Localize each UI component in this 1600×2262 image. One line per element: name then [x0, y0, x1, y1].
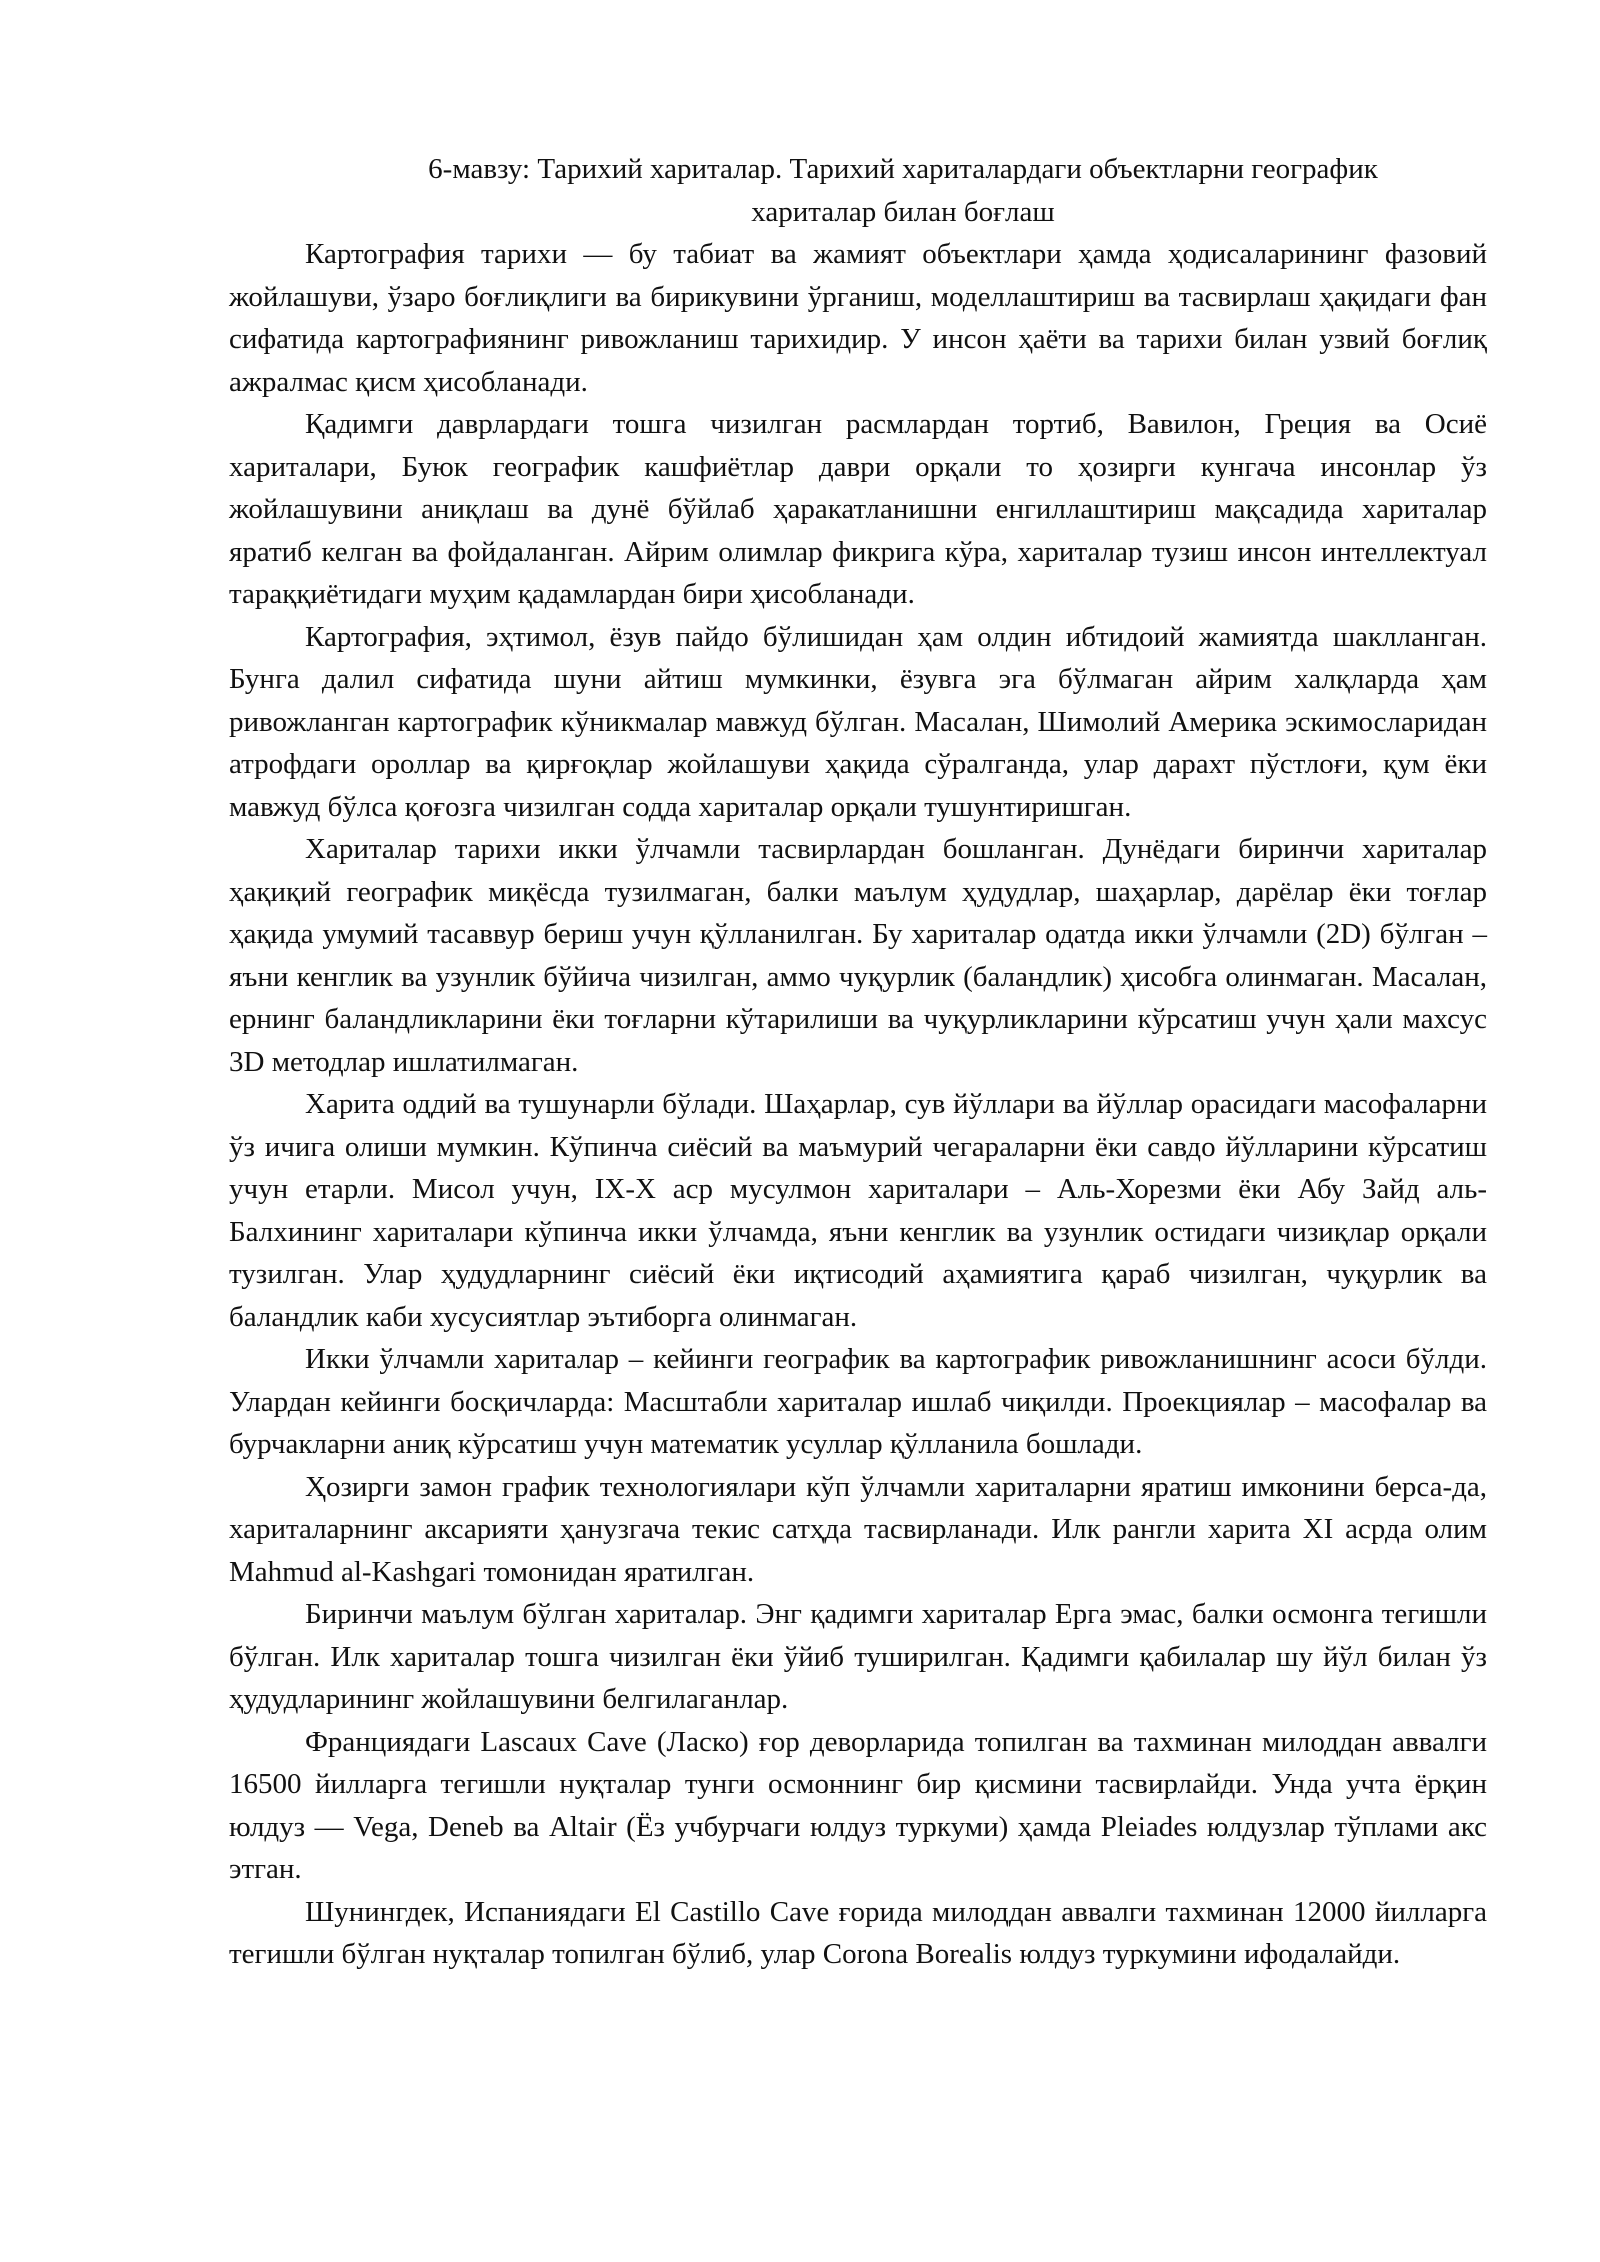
- paragraph-3: Картография, эҳтимол, ёзув пайдо бўлишидан ҳам олдин ибтидоий жамиятда шаклланган. Бунга далил сифатида шуни айтиш мумкинки, ёзувга эга бўлмаган айрим халқларда ҳам ривожланган картографик кўникмалар мавжуд бўлган. Масалан, Шимолий Америка эскимосларидан атрофдаги ороллар ва қирғоқлар жойлашуви ҳақида сўралганда, улар дарахт пўстлоғи, қум ёки мавжуд бўлса қоғозга чизилган содда хариталар орқали тушунтиришган.: [229, 620, 1487, 823]
- paragraph-6: Икки ўлчамли хариталар – кейинги географик ва картографик ривожланишнинг асоси бўлди. Улардан кейинги босқичларда: Масштабли хариталар ишлаб чиқилди. Проекциялар – масофалар ва бурчакларни аниқ кўрсатиш учун математик усуллар қўлланила бошлади.: [229, 1343, 1487, 1460]
- paragraph-8: Биринчи маълум бўлган хариталар. Энг қадимги хариталар Ерга эмас, балки осмонга тегишли бўлган. Илк хариталар тошга чизилган ёки ўйиб туширилган. Қадимги қабилалар шу йўл билан ўз ҳудудларининг жойлашувини белгилаганлар.: [229, 1598, 1487, 1715]
- paragraph-7: Ҳозирги замон график технологиялари кўп ўлчамли хариталарни яратиш имконини берса-да, хариталарнинг аксарияти ҳанузгача текис сатҳда тасвирланади. Илк рангли харита XI асрда олим Mahmud al-Kashgari томонидан яратилган.: [229, 1470, 1487, 1588]
- paragraph-4: Хариталар тарихи икки ўлчамли тасвирлардан бошланган. Дунёдаги биринчи хариталар ҳақиқий географик миқёсда тузилмаган, балки маълум ҳудудлар, шаҳарлар, дарёлар ёки тоғлар ҳақида умумий тасаввур бериш учун қўлланилган. Бу хариталар одатда икки ўлчамли (2D) бўлган – яъни кенглик ва узунлик бўйича чизилган, аммо чуқурлик (баландлик) ҳисобга олинмаган. Масалан, ернинг баландликларини ёки тоғларни кўтарилиши ва чуқурликларини кўрсатиш учун ҳали махсус 3D методлар ишлатилмаган.: [229, 833, 1487, 1078]
- title-line-2: хариталар билан боғлаш: [751, 195, 1055, 228]
- paragraph-5: Харита оддий ва тушунарли бўлади. Шаҳарлар, сув йўллари ва йўллар орасидаги масофаларни ўз ичига олиши мумкин. Кўпинча сиёсий ва маъмурий чегараларни ёки савдо йўлларини кўрсатиш учун етарли. Мисол учун, IX-X аср мусулмон хариталари – Аль-Хорезми ёки Абу Зайд аль-Балхининг хариталари кўпинча икки ўлчамда, яъни кенглик ва узунлик остидаги чизиқлар орқали тузилган. Улар ҳудудларнинг сиёсий ёки иқтисодий аҳамиятига қараб чизилган, чуқурлик ва баландлик каби хусусиятлар эътиборга олинмаган.: [229, 1088, 1487, 1333]
- document-title: [229, 148, 1487, 233]
- document-page: [229, 148, 1487, 1976]
- paragraph-9: Франциядаги Lascaux Cave (Ласко) ғор деворларида топилган ва тахминан милоддан аввалги 16500 йилларга тегишли нуқталар тунги осмоннинг бир қисмини тасвирлайди. Унда учта ёрқин юлдуз — Vega, Deneb ва Altair (Ёз учбурчаги юлдуз туркуми) ҳамда Pleiades юлдузлар тўплами акс этган.: [229, 1725, 1487, 1885]
- title-line-1: 6-мавзу: Тарихий хариталар. Тарихий хариталардаги объектларни географик: [428, 153, 1378, 185]
- paragraph-2: Қадимги даврлардаги тошга чизилган расмлардан тортиб, Вавилон, Греция ва Осиё хариталари, Буюк географик кашфиётлар даври орқали то ҳозирги кунгача инсонлар ўз жойлашувини аниқлаш ва дунё бўйлаб ҳаракатланишни енгиллаштириш мақсадида хариталар яратиб келган ва фойдаланган. Айрим олимлар фикрига кўра, хариталар тузиш инсон интеллектуал тараққиётидаги муҳим қадамлардан бири ҳисобланади.: [229, 408, 1487, 610]
- paragraph-1: Картография тарихи — бу табиат ва жамият объектлари ҳамда ҳодисаларининг фазовий жойлашуви, ўзаро боғлиқлиги ва бирикувини ўрганиш, моделлаштириш ва тасвирлаш ҳақидаги фан сифатида картографиянинг ривожланиш тарихидир. У инсон ҳаёти ва тарихи билан узвий боғлиқ ажралмас қисм ҳисобланади.: [229, 238, 1487, 398]
- paragraph-10: Шунингдек, Испаниядаги El Castillo Cave ғорида милоддан аввалги тахминан 12000 йилларга тегишли бўлган нуқталар топилган бўлиб, улар Corona Borealis юлдуз туркумини ифодалайди.: [229, 1895, 1487, 1970]
